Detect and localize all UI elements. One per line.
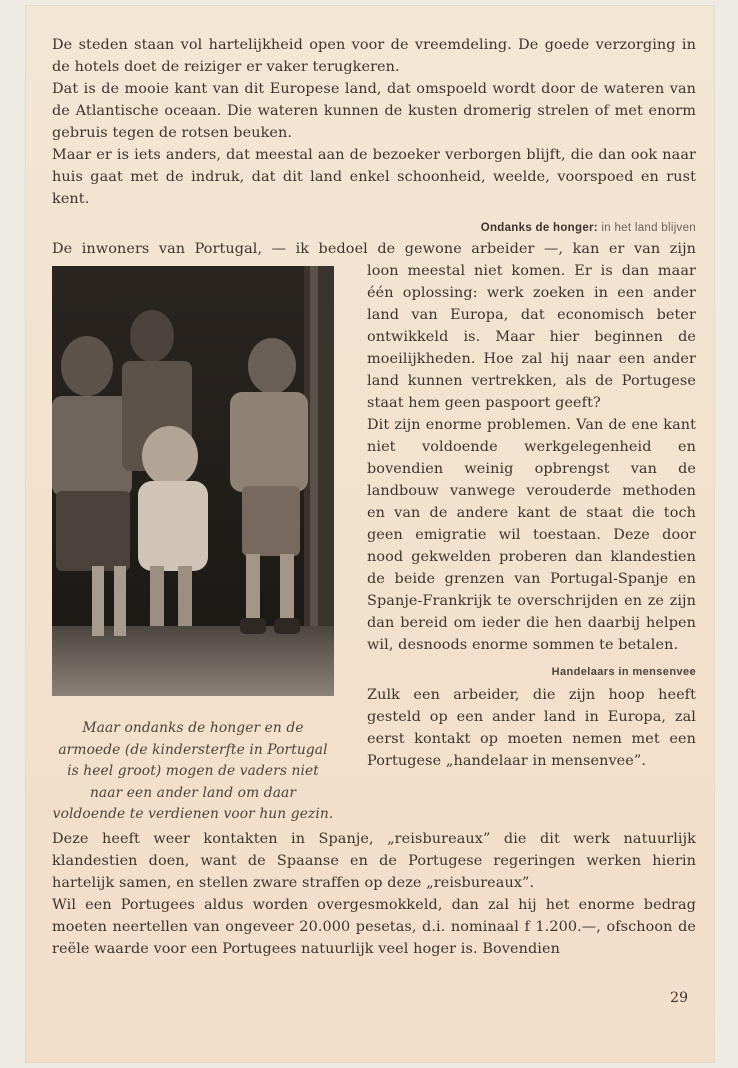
page-content (52, 34, 696, 960)
intro-paragraph-1: De steden staan vol hartelijkheid open voor de vreemdeling. De goede verzorging in de hotels doet de reiziger er vaker terugkeren. (52, 37, 696, 75)
intro-paragraph-2: Dat is de mooie kant van dit Europese land, dat omspoeld wordt door de wateren van de Atlantische oceaan. Die wateren kunnen de kusten dromerig strelen of met enorm gebruis tegen de rotsen beuken. (52, 81, 696, 141)
photo-caption: Maar ondanks de honger en de armoede (de kindersterfte in Portugal is heel groot) mogen de vaders niet naar een ander land om daar voldoende te verdienen voor hun gezin. (52, 720, 334, 822)
section-heading-1-bold: Ondanks de honger: (480, 222, 598, 234)
intro-paragraph-3: Maar er is iets anders, dat meestal aan de bezoeker verborgen blijft, die dan ook naar huis gaat met de indruk, dat dit land enkel schoonheid, weelde, voorspoed en rust kent. (52, 147, 696, 207)
section-heading-2: Handelaars in mensenvee (551, 666, 696, 678)
section2-paragraph-2: Deze heeft weer kontakten in Spanje, „reisbureaux” die dit werk natuurlijk klandestien doen, want de Spaanse en de Portugese regeringen werken hierin hartelijk samen, en stellen zware straffen op deze „reisbureaux”. (52, 830, 696, 891)
section1-lead-line: De inwoners van Portugal, — ik bedoel de gewone arbeider —, kan er van zijn (52, 241, 696, 257)
section1-paragraph-2: Dit zijn enorme problemen. Van de ene kant niet voldoende werkgelegenheid en bovendien weinig opbrengst van de landbouw vanwege verouderde methoden en van de andere kant de staat die toch geen emigratie wil toestaan. Deze door nood gekwelden proberen dan klandestien de beide grenzen van Portugal-Spanje en Spanje-Frankrijk te overschrijden en ze zijn dan bereid om ieder die hen daarbij helpen wil, desnoods enorme sommen te betalen. (367, 417, 696, 653)
section2-paragraph-1: Zulk een arbeider, die zijn hoop heeft gesteld op een ander land in Europa, zal eerst kontakt op moeten nemen met een Portugese „handelaar in mensenvee”. (367, 687, 696, 769)
photo-column (52, 260, 334, 826)
text-column (367, 260, 696, 772)
page-number: 29 (670, 990, 688, 1006)
two-column-block (52, 260, 696, 826)
section-heading-1-rest: in het land blijven (597, 222, 696, 234)
children-photo (52, 266, 334, 696)
section2-paragraph-3: Wil een Portugees aldus worden overgesmokkeld, dan zal hij het enorme bedrag moeten neertellen van ongeveer 20.000 pesetas, d.i. nominaal f 1.200.—, ofschoon de reële waarde voor een Portugees natuurlijk veel hoger is. Bovendien (52, 896, 696, 957)
book-page (26, 6, 714, 1062)
children-photo-image (52, 266, 334, 696)
section1-paragraph-1: loon meestal niet komen. Er is dan maar één oplossing: werk zoeken in een ander land van Europa, dat economisch beter ontwikkeld is. Maar hier beginnen de moeilijkheden. Hoe zal hij naar een ander land kunnen vertrekken, als de Portugese staat hem geen paspoort geeft? (367, 263, 696, 411)
section-heading-1 (52, 218, 696, 238)
